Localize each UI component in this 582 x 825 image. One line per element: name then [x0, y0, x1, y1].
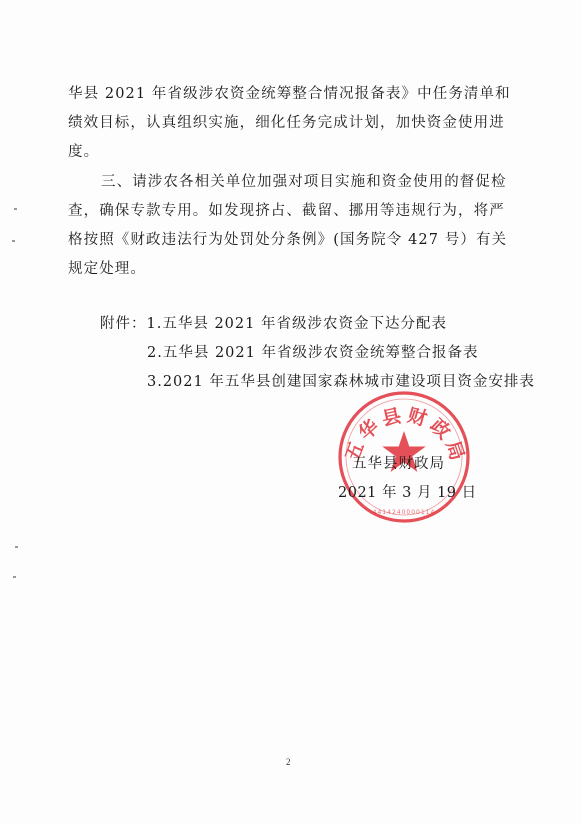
attachments-label: 附件： [100, 316, 147, 332]
issuer-signature: 五华县财政局 [352, 456, 445, 472]
issue-date: 2021 年 3 月 19 日 [338, 485, 477, 501]
attachment-text-2: 2.五华县 2021 年省级涉农资金统筹整合报备表 [147, 345, 479, 361]
svg-text:4414240000114: 4414240000114 [372, 509, 436, 516]
scan-speck [12, 240, 15, 242]
attachment-item-1 [100, 310, 535, 339]
attachment-text-3: 3.2021 年五华县创建国家森林城市建设项目资金安排表 [147, 374, 535, 390]
svg-text:五华县财政局: 五华县财政局 [341, 404, 470, 467]
attachment-item-2 [100, 339, 535, 368]
page-number: 2 [286, 757, 291, 767]
attachments-list [100, 310, 535, 397]
body-paragraph-2: 三、请涉农各相关单位加强对项目实施和资金使用的督促检查，确保专款专用。如发现挤占、截留、挪用等违规行为，将严格按照《财政违法行为处罚处分条例》(国务院令 427 号）有关规定处理。 [68, 174, 508, 277]
attachment-text-1: 1.五华县 2021 年省级涉农资金下达分配表 [146, 316, 447, 332]
body-paragraph-1: 华县 2021 年省级涉农资金统筹整合情况报备表》中任务清单和绩效目标，认真组织实施，细化任务完成计划，加快资金使用进度。 [68, 86, 511, 160]
scan-speck [13, 576, 16, 578]
scan-speck [15, 546, 18, 548]
scan-speck [14, 208, 17, 210]
